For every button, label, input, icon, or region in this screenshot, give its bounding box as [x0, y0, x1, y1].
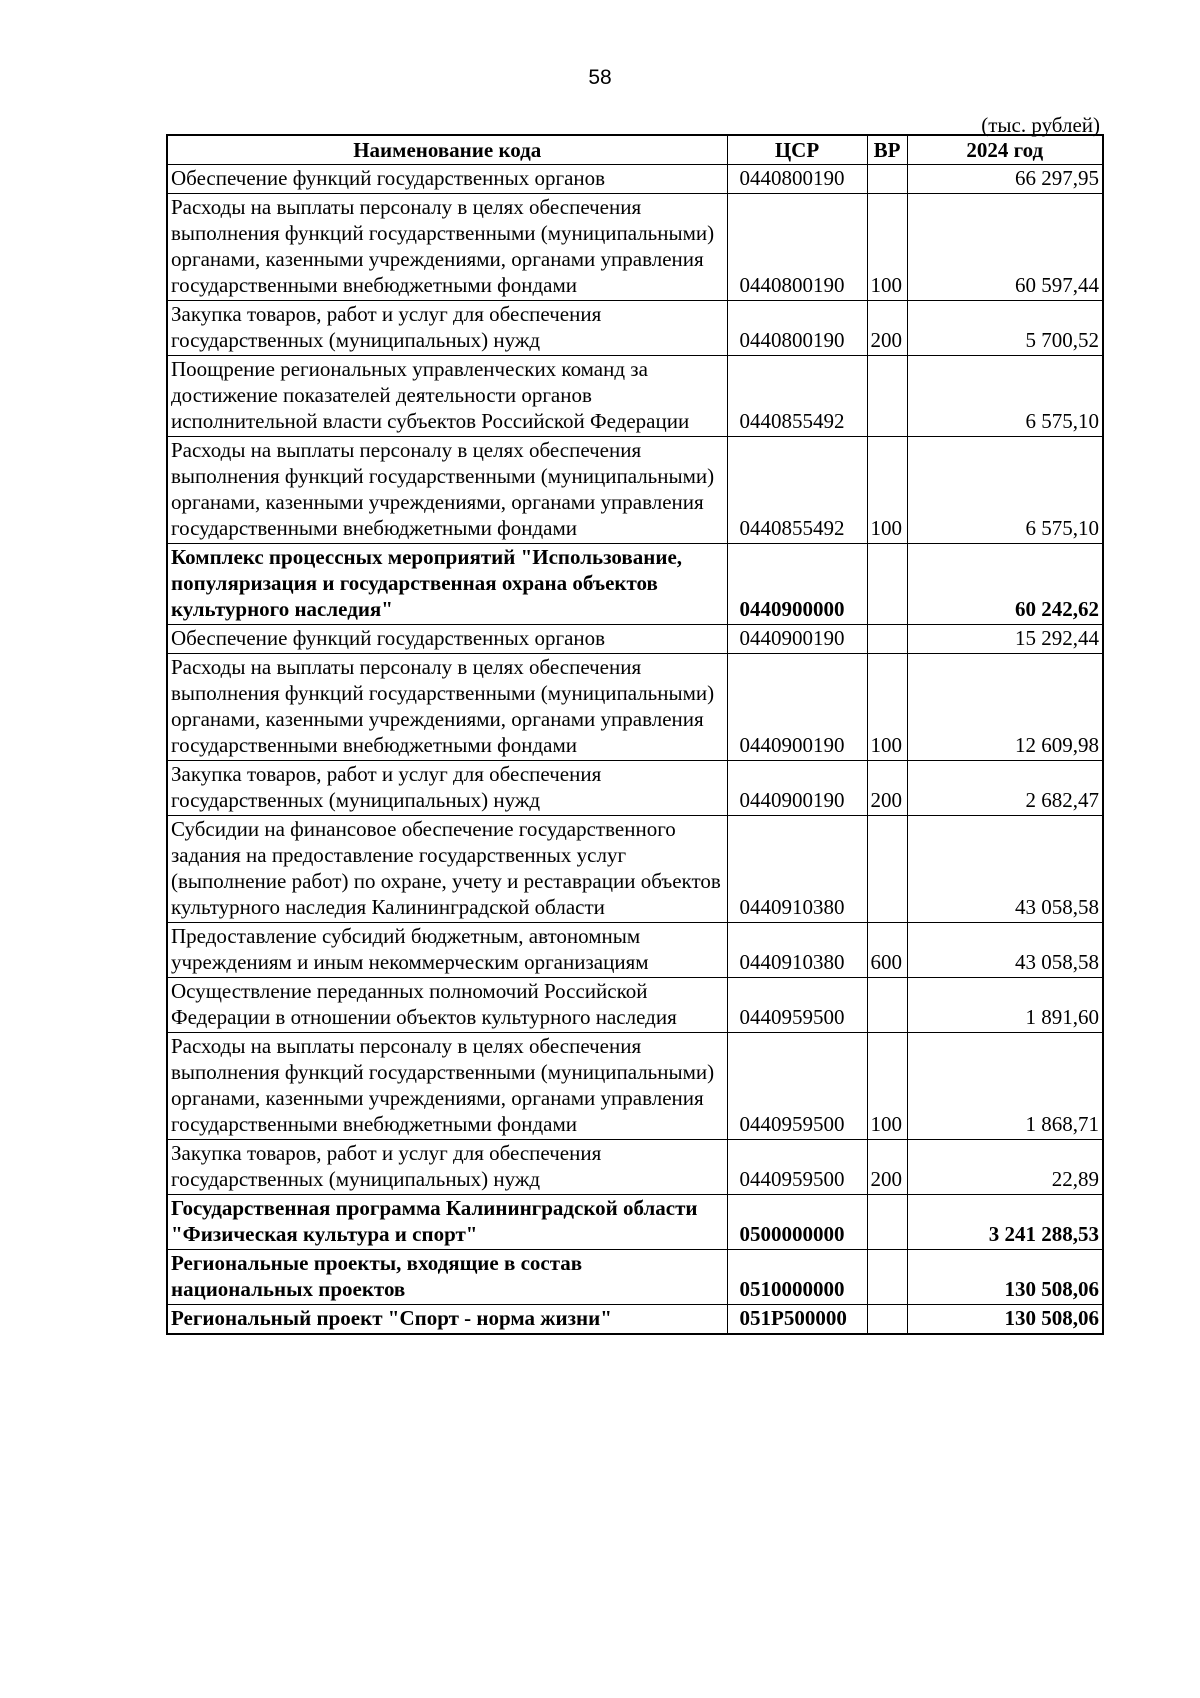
- row-vr: [867, 625, 907, 654]
- table-row: [167, 1195, 1103, 1250]
- row-vr: 100: [867, 194, 907, 301]
- row-name: Расходы на выплаты персоналу в целях обеспечения выполнения функций государственными (муниципальными) органами, казенными учреждениями, органами управления государственными внебюджетными фондами: [167, 654, 727, 761]
- table-row: [167, 1033, 1103, 1140]
- row-name: Осуществление переданных полномочий Российской Федерации в отношении объектов культурного наследия: [167, 978, 727, 1033]
- row-amount: 60 597,44: [907, 194, 1103, 301]
- header-vr: ВР: [867, 135, 907, 165]
- row-name: Поощрение региональных управленческих команд за достижение показателей деятельности органов исполнительной власти субъектов Российской Федерации: [167, 356, 727, 437]
- table-row: [167, 544, 1103, 625]
- row-amount: 43 058,58: [907, 816, 1103, 923]
- row-amount: 66 297,95: [907, 165, 1103, 194]
- table-row: [167, 1305, 1103, 1335]
- row-vr: [867, 1195, 907, 1250]
- page-number: 58: [588, 66, 612, 89]
- row-amount: 3 241 288,53: [907, 1195, 1103, 1250]
- row-amount: 5 700,52: [907, 301, 1103, 356]
- row-vr: [867, 356, 907, 437]
- row-amount: 43 058,58: [907, 923, 1103, 978]
- row-csr: 0440959500: [727, 978, 867, 1033]
- table-row: [167, 1140, 1103, 1195]
- row-amount: 130 508,06: [907, 1305, 1103, 1335]
- row-vr: 100: [867, 654, 907, 761]
- row-name: Закупка товаров, работ и услуг для обеспечения государственных (муниципальных) нужд: [167, 761, 727, 816]
- table-row: [167, 301, 1103, 356]
- table-body: [167, 165, 1103, 1335]
- row-name: Закупка товаров, работ и услуг для обеспечения государственных (муниципальных) нужд: [167, 301, 727, 356]
- row-amount: 1 868,71: [907, 1033, 1103, 1140]
- row-name: Предоставление субсидий бюджетным, автономным учреждениям и иным некоммерческим организациям: [167, 923, 727, 978]
- row-vr: 200: [867, 301, 907, 356]
- table-row: [167, 816, 1103, 923]
- row-name: Расходы на выплаты персоналу в целях обеспечения выполнения функций государственными (муниципальными) органами, казенными учреждениями, органами управления государственными внебюджетными фондами: [167, 437, 727, 544]
- row-csr: 0440800190: [727, 301, 867, 356]
- row-vr: 100: [867, 437, 907, 544]
- row-name: Субсидии на финансовое обеспечение государственного задания на предоставление государственных услуг (выполнение работ) по охране, учету и реставрации объектов культурного наследия Калининградской области: [167, 816, 727, 923]
- row-name: Региональные проекты, входящие в состав национальных проектов: [167, 1250, 727, 1305]
- row-csr: 051P500000: [727, 1305, 867, 1335]
- row-csr: 0440900190: [727, 761, 867, 816]
- table-row: [167, 194, 1103, 301]
- row-vr: 200: [867, 1140, 907, 1195]
- row-name: Расходы на выплаты персоналу в целях обеспечения выполнения функций государственными (муниципальными) органами, казенными учреждениями, органами управления государственными внебюджетными фондами: [167, 1033, 727, 1140]
- row-vr: [867, 544, 907, 625]
- row-vr: 200: [867, 761, 907, 816]
- row-csr: 0440855492: [727, 437, 867, 544]
- table-row: [167, 625, 1103, 654]
- row-vr: [867, 1250, 907, 1305]
- row-vr: [867, 978, 907, 1033]
- row-name: Региональный проект "Спорт - норма жизни": [167, 1305, 727, 1335]
- row-csr: 0440910380: [727, 816, 867, 923]
- row-csr: 0440910380: [727, 923, 867, 978]
- table-row: [167, 1250, 1103, 1305]
- row-csr: 0440800190: [727, 194, 867, 301]
- row-amount: 60 242,62: [907, 544, 1103, 625]
- header-amount: 2024 год: [907, 135, 1103, 165]
- row-amount: 6 575,10: [907, 437, 1103, 544]
- table-row: [167, 437, 1103, 544]
- row-amount: 2 682,47: [907, 761, 1103, 816]
- row-csr: 0440900190: [727, 625, 867, 654]
- table-row: [167, 978, 1103, 1033]
- table-row: [167, 165, 1103, 194]
- row-csr: 0440959500: [727, 1033, 867, 1140]
- row-amount: 1 891,60: [907, 978, 1103, 1033]
- row-csr: 0440900000: [727, 544, 867, 625]
- row-csr: 0510000000: [727, 1250, 867, 1305]
- row-amount: 12 609,98: [907, 654, 1103, 761]
- row-name: Обеспечение функций государственных органов: [167, 625, 727, 654]
- table-row: [167, 356, 1103, 437]
- row-vr: 600: [867, 923, 907, 978]
- row-vr: [867, 1305, 907, 1335]
- table-header-row: [167, 135, 1103, 165]
- header-csr: ЦСР: [727, 135, 867, 165]
- units-label: (тыс. рублей): [981, 113, 1100, 137]
- row-name: Государственная программа Калининградской области "Физическая культура и спорт": [167, 1195, 727, 1250]
- table-row: [167, 923, 1103, 978]
- table-row: [167, 761, 1103, 816]
- table-row: [167, 654, 1103, 761]
- budget-table: [166, 134, 1104, 1335]
- row-amount: 6 575,10: [907, 356, 1103, 437]
- row-name: Расходы на выплаты персоналу в целях обеспечения выполнения функций государственными (муниципальными) органами, казенными учреждениями, органами управления государственными внебюджетными фондами: [167, 194, 727, 301]
- row-vr: [867, 816, 907, 923]
- row-csr: 0440855492: [727, 356, 867, 437]
- row-name: Закупка товаров, работ и услуг для обеспечения государственных (муниципальных) нужд: [167, 1140, 727, 1195]
- row-vr: [867, 165, 907, 194]
- row-name: Обеспечение функций государственных органов: [167, 165, 727, 194]
- row-csr: 0440959500: [727, 1140, 867, 1195]
- row-amount: 130 508,06: [907, 1250, 1103, 1305]
- row-csr: 0440800190: [727, 165, 867, 194]
- header-name: Наименование кода: [167, 135, 727, 165]
- row-name: Комплекс процессных мероприятий "Использование, популяризация и государственная охрана объектов культурного наследия": [167, 544, 727, 625]
- row-amount: 15 292,44: [907, 625, 1103, 654]
- row-csr: 0440900190: [727, 654, 867, 761]
- row-amount: 22,89: [907, 1140, 1103, 1195]
- row-vr: 100: [867, 1033, 907, 1140]
- row-csr: 0500000000: [727, 1195, 867, 1250]
